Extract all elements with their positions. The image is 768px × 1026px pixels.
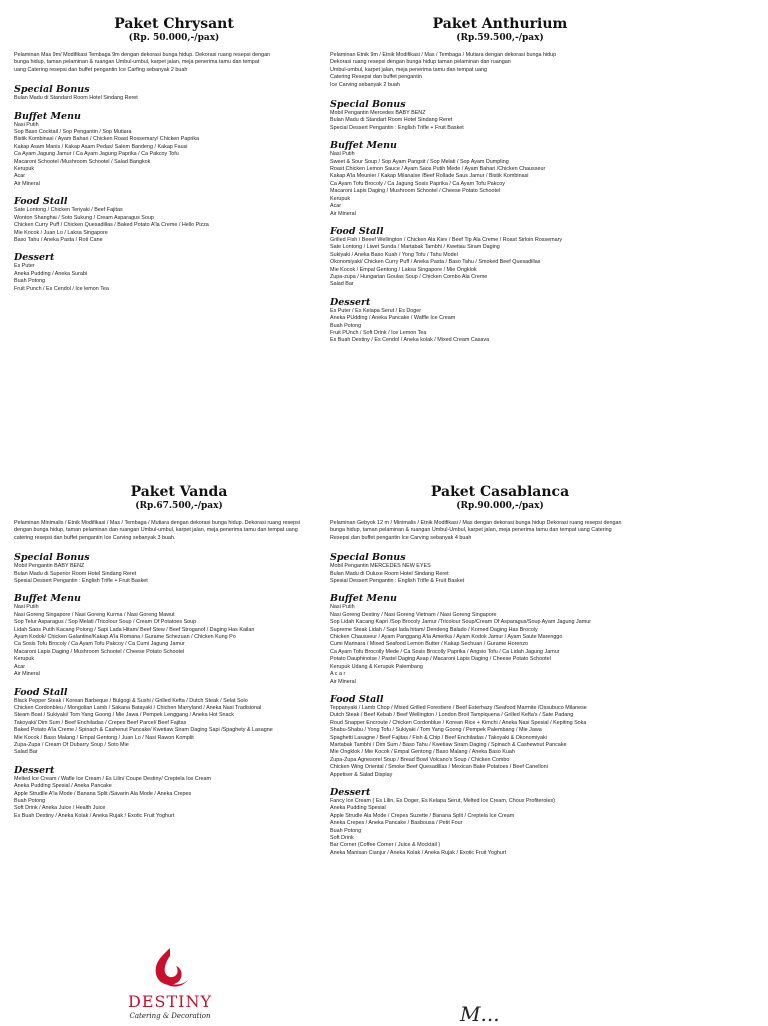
dessert-item: Buah Potong: [330, 322, 362, 329]
dessert-item: Aneka Pudding / Aneka Surabi: [14, 270, 88, 277]
buffet-menu-heading: Buffet Menu: [14, 110, 81, 122]
dessert-item: Fruit Punch / Es Cendol / Ice lemon Tea: [14, 285, 109, 292]
destiny-logo: [120, 944, 220, 1024]
signature: M...: [460, 1002, 500, 1026]
special-bonus-item: Bulan Madu di Superior Room Hotel Sindang Reret: [14, 570, 137, 577]
package-intro: Pelaminan Gebyok 12 m / Minimalis / Etnik Modifikasi / Mas dengan dekorasi bunga hidup Dekorasi ruang resepsi dengan bunga hidup, taman pelaminan & ruangan Umbul-Umbul, karpet jalan, meja penerima tamu dan tempat uang Catering Resepsi dan buffet pengantin Ice Carving sebanyak 4 buah: [330, 520, 622, 541]
dessert-item: Aneka Manisan Cianjur / Aneka Kolak / Aneka Rujak / Exotic Fruit Yoghurt: [330, 849, 507, 856]
dessert-item: Soft Drink / Aneka Juice / Health Juice: [14, 805, 106, 812]
food-stall-item: Steam Boat / Sukiyaki/ Tom Yang Goong / Mie Jawa / Pempek Lenggang / Aneka Hot Snack: [14, 712, 234, 719]
buffet-menu-item: Air Mineral: [14, 671, 40, 678]
buffet-menu-item: Air Mineral: [330, 678, 356, 685]
food-stall-item: Chicken Curry Puff / Chicken Quesadillas / Baked Potato A'la Creme / Hello Pizza: [14, 222, 209, 229]
package-price: (Rp.90.000,-/pax): [456, 501, 544, 511]
special-bonus-item: Mobil Pengantin MERCEDES NEW EYES: [330, 563, 431, 570]
buffet-menu-item: Kerupuk: [14, 656, 35, 663]
package-casablanca: [330, 484, 670, 857]
food-stall-item: Chicken Wing Oriental / Smoke Beef Quesadillas / Mexican Bake Potatoes / Beef Canelloni: [330, 764, 548, 771]
buffet-menu-item: Macaroni Schootel /Mushroom Schootel / Salad Bangkok: [14, 158, 151, 165]
buffet-menu-item: Supreme Steak Lidah / Sapi lada hitam/ Dendeng Balado / Korned Daging Has Brocoly: [330, 626, 538, 633]
food-stall-item: Spaghetti Lasagne / Beef Fajitas / Fish & Chip / Beef Enchiladas / Takoyaki & Okonomiyaki: [330, 734, 547, 741]
buffet-menu-heading: Buffet Menu: [330, 593, 397, 605]
buffet-menu-item: Acar: [330, 203, 342, 210]
food-stall-item: Dutch Steak / Beef Kebab / Beef Wellington / London Broil Tampiquena / Grilled Kefta's / Sate Padang: [330, 712, 574, 719]
buffet-menu-heading: Buffet Menu: [330, 140, 397, 152]
buffet-menu-item: Kakap Asam Manis / Kakap Asam Pedas/ Salem Bandeng / Kakap Fausi: [14, 143, 188, 150]
buffet-menu-item: Nasi Putih: [14, 121, 39, 128]
food-stall-item: Mie Kocok / Juan Lo / Laksa Singapore: [14, 229, 108, 236]
package-anthurium: [330, 16, 670, 345]
food-stall-item: Grilled Fish / Beeef Wellington / Chicken Ala Kiev / Beef Tip Ala Creme / Roast Sirloin Rossemary: [330, 236, 563, 243]
special-bonus-item: Mobil Pengantin Mercedes BABY BENZ: [330, 110, 426, 117]
food-stall-item: Shabu-Shabu / Yong Tofu / Sukiyaki / Tom Yang Goong / Pempek Palembang / Mie Jawa: [330, 727, 542, 734]
special-bonus-heading: Special Bonus: [14, 84, 90, 96]
food-stall-item: Sukiyaki / Aneka Baso Kuah / Yong Tofu / Tahu Model: [330, 251, 458, 258]
food-stall-item: Appetiser & Salad Display: [330, 771, 393, 778]
dessert-heading: Dessert: [14, 764, 55, 776]
buffet-menu-item: Air Mineral: [330, 210, 356, 217]
special-bonus-item: Bulan Madu di Standart Room Hotel Sindang Reret: [330, 117, 453, 124]
food-stall-item: Martabak Tambhi / Dim Sum / Baso Tahu / Kwetiaw Siram Daging / Spinach & Cashewnut Pancake: [330, 741, 567, 748]
buffet-menu-item: Nasi Putih: [14, 604, 39, 611]
food-stall-item: Baso Tahu / Aneka Pasta / Roti Cane: [14, 236, 103, 243]
buffet-menu-item: Acar: [14, 663, 26, 670]
buffet-menu-item: Acar: [14, 173, 26, 180]
package-title: Paket Chrysant: [114, 16, 234, 32]
buffet-menu-item: Ca Ayam Jagung Jamur / Ca Ayam Jagung Paprika / Ca Pakcoy Tofu: [14, 151, 179, 158]
buffet-menu-item: Ca Sosis Tofu Brocoly / Ca Ayam Tofu Pakcoy / Ca Cumi Jagung Jamur: [14, 641, 185, 648]
buffet-menu-item: Sop Telur Asparagus / Sop Melati /Tricolour Soup / Cream Of Potatoes Soup: [14, 619, 197, 626]
package-title: Paket Vanda: [130, 484, 228, 500]
food-stall-item: Wonton Shanghai / Soto Sukung / Cream Asparagus Soup: [14, 214, 154, 221]
buffet-menu-item: Nasi Goreng Singapore / Nasi Goreng Kurma / Nasi Goreng Mawut: [14, 611, 175, 618]
buffet-menu-item: Chicken Chausseur / Ayam Panggang A'la Amerika / Ayam Kodok Jamur / Ayam Saute Marenggo: [330, 634, 563, 641]
special-bonus-item: Bulan Madu di Duluxe Room Hotel Sindang Reret: [330, 570, 449, 577]
buffet-menu-item: A c a r: [330, 671, 346, 678]
food-stall-item: Teppanyaki / Lamb Chop / Mixed Grilled Forestiere / Beef Esterhazy /Seafood Marmite /Ossubuco Milanese: [330, 704, 587, 711]
dessert-item: Es Buah Destiny / Es Cendol / Aneka kolak / Mixed Cream Casava: [330, 337, 490, 344]
food-stall-item: Zupa-zupa / Hungarian Goulas Soup / Chicken Combo Ala Creme: [330, 273, 488, 280]
buffet-menu-item: Nasi Putih: [330, 604, 355, 611]
buffet-menu-item: Sop Lidah Kacang Kapri /Sop Brocoly Jamur /Tricolour Soup/Cream Of Asparagus/Soup Ayam Jagung Jamur: [330, 619, 591, 626]
food-stall-item: Chicken Cordonbleu / Mongolian Lamb / Sakana Batayaki / Chichen Marryland / Aneka Nasi Tradisional: [14, 704, 262, 711]
buffet-menu-item: Sweet & Sour Soup / Sop Ayam Pangsit / Sop Melati / Sop Ayam Dumpling: [330, 158, 509, 165]
food-stall-item: Zupa-Zupa / Cream Of Dubarry Soup / Soto Mie: [14, 741, 129, 748]
buffet-menu-item: Kerupuk: [14, 166, 35, 173]
food-stall-item: Black Pepper Steak / Korean Barbeque / Bulgogi & Sushi / Grilled Kefta / Dutch Steak / Selat Solo: [14, 697, 248, 704]
dessert-item: Buah Potong: [14, 278, 46, 285]
buffet-menu-item: Kerupuk Udang & Kerupuk Palembang: [330, 663, 423, 670]
special-bonus-heading: Special Bonus: [330, 552, 406, 564]
dessert-item: Bar Corner (Coffee Corner / Juice & Mocktail ): [330, 842, 441, 849]
food-stall-item: Mie Kocok / Baso Malang / Empal Gentong / Juan Lo / Nasi Rawon Komplit: [14, 734, 194, 741]
food-stall-item: Mie Kocok / Empal Gentong / Laksa Singapore / Mie Ongklok: [330, 266, 477, 273]
special-bonus-item: Spesial Dessert Pengantin : English Trifle & Fruit Basket: [330, 578, 465, 585]
dessert-item: Buah Potong: [330, 827, 362, 834]
special-bonus-item: Spesial Dessert Pengantin : English Trifle + Fruit Basket: [14, 578, 148, 585]
dessert-item: Soft Drink: [330, 835, 354, 841]
package-intro: Pelaminan Etnik 9m / Etnik Modifikasi / Mas / Tembaga / Mutiara dengan dekorasi bunga hidup Dekorasi ruang resepsi dengan bunga hidup taman pelaminan dan ruangan Umbul-umbul, karpet jalan, meja penerima tamu dan tempat uang Catering Resepsi dan buffet pengantin Ice Carving sebanyak 2 buah: [330, 52, 557, 88]
buffet-menu-item: Kakap A'la Meunier / Kakap Milanaise /Beef Rollade Saus Jamur / Bistik Kombinasi: [330, 173, 529, 180]
package-chrysant: [14, 16, 334, 293]
food-stall-item: Sate Lontong / Chicken Teriyaki / Beef Fajitas: [14, 207, 123, 214]
package-price: (Rp.67.500,-/pax): [135, 501, 223, 511]
package-vanda: [14, 484, 344, 820]
buffet-menu-item: Lidah Saos Putih Kacang Polong / Sapi Lada Hitam/ Beef Stew / Beef Stroganof / Daging Has Kailan: [14, 626, 255, 633]
food-stall-item: Takoyaki/ Dim Sum / Beef Enchiladas / Crepes Beef Parcel/ Beef Fajitas: [14, 719, 187, 726]
food-stall-item: Sate Lontong / Liwet Sunda / Martabak Tambhi / Kwetiau Siram Daging: [330, 244, 500, 251]
buffet-menu-item: Nasi Goreng Destiny / Nasi Goreng Vietnam / Nasi Goreng Singapore: [330, 611, 497, 618]
logo-subtitle: Catering & Decoration: [129, 1012, 211, 1020]
dessert-heading: Dessert: [330, 296, 371, 308]
buffet-menu-item: Air Mineral: [14, 180, 40, 187]
food-stall-heading: Food Stall: [14, 686, 68, 698]
buffet-menu-item: Nasi Putih: [330, 151, 355, 158]
food-stall-heading: Food Stall: [330, 693, 384, 705]
food-stall-heading: Food Stall: [330, 225, 384, 237]
special-bonus-item: Bulan Madu di Standard Room Hotel Sindang Reret: [14, 95, 138, 102]
buffet-menu-item: Macaroni Lapis Daging / Mushroom Schootel / Cheese Potato Schootel: [330, 188, 501, 195]
dessert-item: Es Puter / Es Kelapa Serut / Es Doger: [330, 307, 422, 314]
package-title: Paket Casablanca: [430, 484, 570, 500]
dessert-item: Es Buah Destiny / Aneka Kolak / Aneka Rujak / Exotic Fruit Yoghurt: [14, 812, 175, 819]
dessert-item: Apple Strudle Ala Mode / Crepes Suzette / Banana Split / Creptela Ice Cream: [330, 812, 515, 819]
dessert-item: Es Puter: [14, 263, 35, 270]
dessert-item: Buah Potong: [14, 797, 46, 804]
dessert-item: Aneka Crepes / Aneka Pancake / Basbousa / Petit Four: [330, 820, 463, 827]
package-price: (Rp. 50.000,-/pax): [128, 33, 220, 43]
food-stall-heading: Food Stall: [14, 196, 68, 208]
dessert-item: Aneka Pudding Spesial / Aneka Pancake: [14, 783, 112, 790]
special-bonus-heading: Special Bonus: [330, 99, 406, 111]
special-bonus-heading: Special Bonus: [14, 552, 90, 564]
buffet-menu-item: Potato Dauphinoise / Pastel Daging Asap / Macaroni Lapis Daging / Cheese Potato Schootel: [330, 656, 551, 663]
food-stall-item: Salad Bar: [14, 749, 38, 756]
special-bonus-item: Special Dessert Pengantin : English Trifle + Fruit Basket: [330, 124, 464, 131]
buffet-menu-item: Kerupuk: [330, 195, 351, 202]
buffet-menu-item: Sop Baso Cocktail / Sop Pengantin / Sop Mutiara: [14, 129, 132, 136]
dessert-heading: Dessert: [14, 252, 55, 264]
dessert-item: Aneka PUdding / Aneka Pancake / Waffle Ice Cream: [330, 315, 456, 322]
special-bonus-item: Mobil Pengantin BABY BENZ: [14, 563, 85, 570]
logo-name: DESTINY: [127, 992, 213, 1011]
dessert-heading: Dessert: [330, 786, 371, 798]
buffet-menu-item: Ayam Kodok/ Chicken Galantine/Kakap A'la Romana / Gurame Schezuan / Chicken Kung Po: [14, 634, 236, 641]
package-title: Paket Anthurium: [432, 16, 568, 32]
buffet-menu-item: Roast Chicken Lemon Sauce / Ayam Saos Putih Mede / Ayam Bahari /Chicken Chausseur: [330, 166, 546, 173]
buffet-menu-item: Ca Ayam Tofu Brocolly Mede / Ca Sosis Brocolly Paprika / Angsio Tofu / Ca Lidah Jagung Jamur: [330, 648, 560, 655]
buffet-menu-item: Bistik Kombinasi / Ayam Bahari / Chicken Roast Rossemary/ Chicken Paprika: [14, 136, 200, 143]
food-stall-item: Okonomiyaki/ Chicken Curry Puff / Aneka Pasta / Baso Tahu / Smoked Beef Quesadillas: [330, 259, 541, 266]
buffet-menu-item: Ca Ayam Tofu Brocoly / Ca Jagung Sosis Paprika / Ca Ayam Tofu Pakcoy: [330, 180, 505, 187]
package-intro: Pelaminan Minimalis / Etnik Modifikasi / Mas / Tembaga / Mutiara dengan dekorasi bunga hidup. Dekorasi ruang resepsi dengan bunga hidup, taman pelaminan dan ruangan Umbul-umbul, karpet jalan, meja penerima tamu dan tempat uang catering resepsi dan buffet pengantin Ice Carving sebanyak 3 buah.: [14, 520, 301, 541]
buffet-menu-item: Macaroni Lapis Daging / Mushroom Schootel / Cheese Potato Schootel: [14, 648, 185, 655]
dessert-item: Fruit PUnch / Soft Drink / Ice Lemon Tea: [330, 329, 427, 336]
dessert-item: Aneka Pudding Spesial: [330, 805, 386, 812]
dessert-item: Melted Ice Cream / Wafle Ice Cream / Es Lilin/ Coupe Destiny/ Creptela Ice Cream: [14, 775, 211, 782]
package-intro: Pelaminan Mas 9m/ Modifikasi Tembaga 9m dengan dekorasi bunga hidup. Dekorasi ruang resepsi dengan bunga hidup, taman pelaminan & ruangan Umbul-umbul, karpet jalan, meja penerima tamu dan tempat uang Catering resepsi dan buffet pengantin Ice Carfing sebanyak 2 buah: [14, 52, 271, 73]
food-stall-item: Salad Bar: [330, 281, 354, 288]
food-stall-item: Baked Potato A'la Creme / Spinach & Cashenut Pancake/ Kwetiaw Siram Daging Sapi /Spaghety & Lasagne: [14, 727, 273, 734]
buffet-menu-heading: Buffet Menu: [14, 593, 81, 605]
dessert-item: Fancy Ice Cream ( Es Lilin, Es Doger, Es Kelapa Serut, Melted Ice Cream, Choux Profiteroles): [330, 797, 555, 804]
package-price: (Rp.59.500,-/pax): [456, 33, 544, 43]
flame-icon: [120, 944, 220, 994]
food-stall-item: Roud Snapper Encroute / Chicken Cordonblue / Korean Rice + Kimchi / Aneka Nasi Spesial / Kepiting Soka: [330, 719, 587, 726]
dessert-item: Apple Strudlle A'la Mode / Banana Split /Savarin Ala Mode / Aneka Crepes: [14, 790, 192, 797]
buffet-menu-item: Cumi Marinara / Mixed Seafood Lemon Butter / Kakap Sechuan / Gurame Horenzo: [330, 641, 529, 648]
food-stall-item: Zupa-Zupa Agnesorel Soup / Bread Bowl Volcano's Soup / Chicken Combo: [330, 756, 510, 763]
food-stall-item: Mie Ongklok / Mie Kocok / Empal Gentong / Baso Malang / Aneka Baso Kuah: [330, 749, 515, 756]
